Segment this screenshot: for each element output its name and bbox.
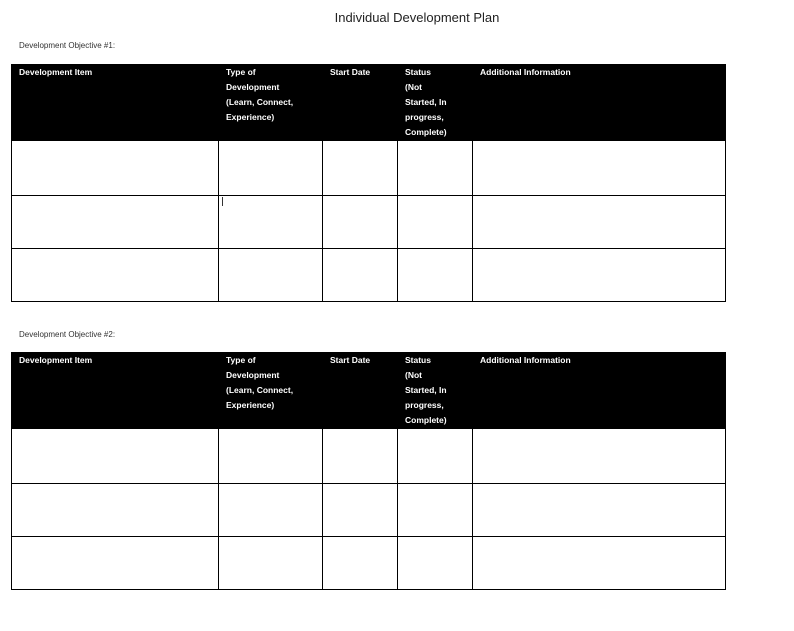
- cell-status[interactable]: [398, 249, 473, 302]
- objective-2-label: Development Objective #2:: [19, 330, 116, 339]
- header-type-of-development: [219, 64, 323, 141]
- header-text: Complete): [405, 127, 447, 137]
- header-text: Development Item: [19, 67, 93, 77]
- objective-1-label: Development Objective #1:: [19, 41, 116, 50]
- header-text: Type of: [226, 355, 256, 365]
- header-start-date: [323, 64, 398, 141]
- header-text: (Not: [405, 370, 422, 380]
- cell-status[interactable]: [398, 484, 473, 537]
- header-text: Started, In: [405, 97, 447, 107]
- cell-additional-information[interactable]: [473, 141, 726, 196]
- header-text: Type of: [226, 67, 256, 77]
- table-row: [12, 249, 726, 302]
- header-status: [398, 64, 473, 141]
- cell-development-item[interactable]: [12, 537, 219, 590]
- table-row: [12, 141, 726, 196]
- header-additional-information: [473, 352, 726, 429]
- document-title: Individual Development Plan: [334, 10, 500, 25]
- cell-start-date[interactable]: [323, 249, 398, 302]
- header-start-date: [323, 352, 398, 429]
- table-header-row: [12, 64, 726, 141]
- cell-development-item[interactable]: [12, 141, 219, 196]
- header-text: Additional Information: [480, 355, 571, 365]
- header-text: Additional Information: [480, 67, 571, 77]
- cell-type-of-development[interactable]: [219, 196, 323, 249]
- header-text: Experience): [226, 112, 275, 122]
- header-text: progress,: [405, 112, 444, 122]
- header-text: Development: [226, 370, 280, 380]
- header-development-item: [12, 64, 219, 141]
- header-text: Status: [405, 67, 431, 77]
- header-text: (Learn, Connect,: [226, 97, 294, 107]
- header-text: (Not: [405, 82, 422, 92]
- cell-development-item[interactable]: [12, 484, 219, 537]
- header-text: Complete): [405, 415, 447, 425]
- cell-start-date[interactable]: [323, 196, 398, 249]
- header-text: Start Date: [330, 67, 371, 77]
- cell-development-item[interactable]: [12, 196, 219, 249]
- table-row: [12, 484, 726, 537]
- cell-status[interactable]: [398, 141, 473, 196]
- cell-start-date[interactable]: [323, 429, 398, 484]
- table-row: [12, 196, 726, 249]
- cell-start-date[interactable]: [323, 484, 398, 537]
- header-text: Started, In: [405, 385, 447, 395]
- header-text: progress,: [405, 400, 444, 410]
- cell-start-date[interactable]: [323, 537, 398, 590]
- table-row: [12, 537, 726, 590]
- header-status: [398, 352, 473, 429]
- cell-type-of-development[interactable]: [219, 484, 323, 537]
- cell-additional-information[interactable]: [473, 537, 726, 590]
- cell-start-date[interactable]: [323, 141, 398, 196]
- cell-additional-information[interactable]: [473, 429, 726, 484]
- header-type-of-development: [219, 352, 323, 429]
- table-row: [12, 429, 726, 484]
- cell-status[interactable]: [398, 196, 473, 249]
- header-text: Experience): [226, 400, 275, 410]
- cell-status[interactable]: [398, 537, 473, 590]
- header-additional-information: [473, 64, 726, 141]
- cell-development-item[interactable]: [12, 249, 219, 302]
- header-text: Development: [226, 82, 280, 92]
- header-text: Start Date: [330, 355, 371, 365]
- cell-type-of-development[interactable]: [219, 537, 323, 590]
- objective-2-table: [11, 352, 726, 590]
- header-text: Development Item: [19, 355, 93, 365]
- cell-type-of-development[interactable]: [219, 429, 323, 484]
- header-text: Status: [405, 355, 431, 365]
- cell-additional-information[interactable]: [473, 196, 726, 249]
- header-text: (Learn, Connect,: [226, 385, 294, 395]
- table-header-row: [12, 352, 726, 429]
- cell-status[interactable]: [398, 429, 473, 484]
- text-cursor: [222, 197, 223, 206]
- cell-additional-information[interactable]: [473, 484, 726, 537]
- cell-additional-information[interactable]: [473, 249, 726, 302]
- header-development-item: [12, 352, 219, 429]
- objective-1-table: [11, 64, 726, 302]
- cell-development-item[interactable]: [12, 429, 219, 484]
- cell-type-of-development[interactable]: [219, 249, 323, 302]
- cell-type-of-development[interactable]: [219, 141, 323, 196]
